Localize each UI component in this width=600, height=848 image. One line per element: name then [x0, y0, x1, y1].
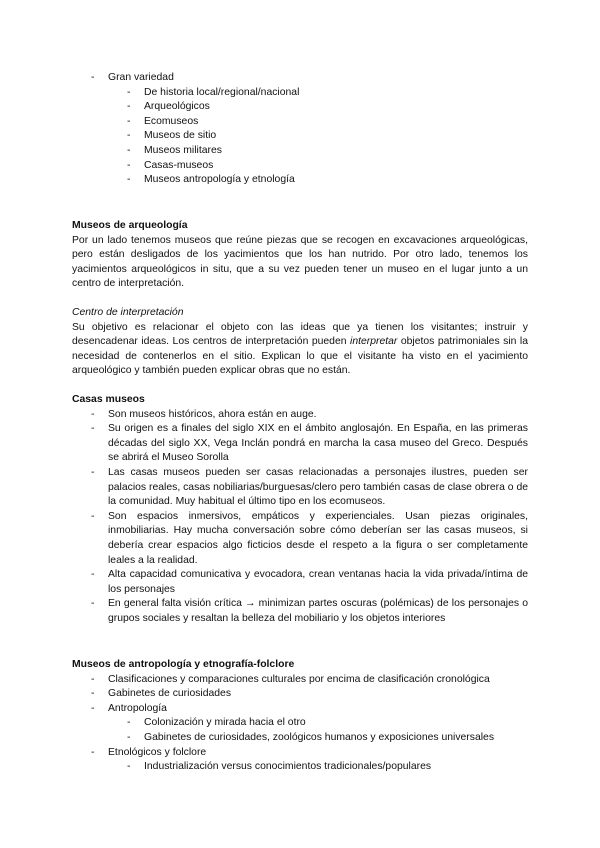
list-item-text: Ecomuseos — [144, 115, 199, 127]
list-item — [72, 746, 528, 775]
list-item: - Son museos históricos, ahora están en auge. — [72, 408, 528, 423]
arqueologia-section — [72, 219, 528, 292]
intro-list-block — [72, 71, 528, 188]
etnologicos-sublist — [108, 760, 528, 775]
casas-section — [72, 393, 528, 627]
paragraph: Por un lado tenemos museos que reúne piezas que se recogen en excavaciones arqueológicas, pero están desligados de los yacimientos que los han nutrido. Por otro lado, tenemos los yacimientos arqueológicos in situ, que a su vez pueden tener un museo en el lugar junto a un centro de interpretación. — [72, 234, 528, 290]
list-item-text: Museos antropología y etnología — [144, 174, 295, 186]
list-item — [72, 159, 528, 174]
section-heading: Museos de antropología y etnografía-folclore — [72, 659, 295, 670]
list-item: - Clasificaciones y comparaciones culturales por encima de clasificación cronológica — [72, 673, 528, 688]
list-item: - Las casas museos pueden ser casas relacionadas a personajes ilustres, pueden ser palacios reales, casas nobiliarias/burguesas/clero pero también casas de clase obrera o de la comunidad. Muy habitual el último tipo en los ecomuseos. — [72, 466, 528, 510]
casas-list — [72, 408, 528, 627]
list-item — [72, 100, 528, 115]
list-item-text: Arqueológicos — [144, 101, 210, 113]
list-item: - Son espacios inmersivos, empáticos y experienciales. Usan piezas originales, inmobiliarias. Hay mucha conversación sobre cómo deberían ser las casas museos, si debería crear espacios algo ficticios desde el respeto a la figura o ser completamente leales a la realidad. — [72, 510, 528, 568]
list-item — [72, 71, 528, 86]
section-heading: Casas museos — [72, 394, 145, 405]
list-item: - En general falta visión crítica → minimizan partes oscuras (polémicas) de los personajes o grupos sociales y resaltan la belleza del mobiliario y los objetos interiores — [72, 597, 528, 626]
list-item-text: Museos de sitio — [144, 130, 217, 142]
intro-list — [72, 71, 528, 86]
antropologia-sublist — [108, 716, 528, 745]
antropologia-list — [72, 673, 528, 775]
list-item — [72, 86, 528, 101]
list-item: - Su origen es a finales del siglo XIX en el ámbito anglosajón. En España, en las primeras décadas del siglo XX, Vega Inclán pondrá en marcha la casa museo del Greco. Después se abrirá el Museo Sorolla — [72, 422, 528, 466]
list-item-text: Casas-museos — [144, 159, 214, 171]
centro-interpretacion-section — [72, 306, 528, 379]
paragraph-text: objetos patrimoniales sin la necesidad de contenerlos en el sitio. Explican lo que el visitante ha visto en el yacimiento arqueológico y también pueden explicar obras que no están. — [72, 336, 528, 377]
list-item-text: De historia local/regional/nacional — [144, 86, 300, 98]
list-item — [72, 129, 528, 144]
list-item-text: Gran variedad — [108, 72, 174, 83]
paragraph-text: Su objetivo es relacionar el objeto con las ideas que ya tienen los visitantes; instruir y desencadenar ideas. Los centros de interpretación pueden — [72, 321, 528, 348]
list-item: - Alta capacidad comunicativa y evocadora, crean ventanas hacia la vida privada/íntima de los personajes — [72, 568, 528, 597]
paragraph — [72, 321, 528, 379]
list-item: - Industrialización versus conocimientos tradicionales/populares — [108, 760, 528, 775]
list-item-text: Museos militares — [144, 144, 222, 156]
list-item: - Colonización y mirada hacia el otro — [108, 716, 528, 731]
sub-heading: Centro de interpretación — [72, 307, 184, 318]
list-item — [72, 702, 528, 746]
list-item — [72, 173, 528, 188]
list-item: - Gabinetes de curiosidades, zoológicos humanos y exposiciones universales — [108, 731, 528, 746]
section-heading: Museos de arqueología — [72, 220, 188, 231]
list-item — [72, 144, 528, 159]
intro-sublist — [72, 86, 528, 188]
emphasis-text: interpretar — [350, 336, 398, 348]
list-item-text: Etnológicos y folclore — [108, 746, 207, 758]
list-item — [72, 115, 528, 130]
list-item: - Gabinetes de curiosidades — [72, 687, 528, 702]
antropologia-section — [72, 658, 528, 775]
list-item-text: Antropología — [108, 702, 167, 714]
